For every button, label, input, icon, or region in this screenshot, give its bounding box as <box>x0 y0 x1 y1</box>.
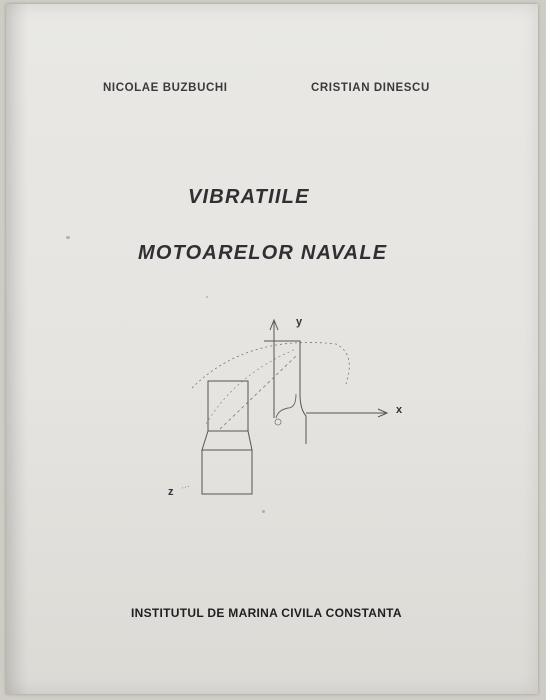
dashed-guide <box>220 356 296 429</box>
paper-speck <box>262 510 265 513</box>
engine-diagram <box>6 4 538 694</box>
title-line-2: MOTOARELOR NAVALE <box>138 242 388 264</box>
crankcase-box <box>202 450 252 494</box>
author-name-2: CRISTIAN DINESCU <box>311 82 430 94</box>
book-cover <box>6 4 538 694</box>
origin-marker <box>275 419 281 425</box>
author-name-1: NICOLAE BUZBUCHI <box>103 82 228 94</box>
cylinder-box <box>208 381 248 431</box>
axis-label-x: x <box>396 404 403 416</box>
cylinder-base <box>202 431 252 450</box>
paper-speck <box>206 296 208 298</box>
engine-body-outline <box>264 341 306 444</box>
z-axis-hint <box>182 486 190 488</box>
dotted-arc-lower <box>206 349 296 424</box>
paper-speck <box>66 236 70 239</box>
crank-curve <box>276 394 296 418</box>
title-line-1: VIBRATIILE <box>188 186 310 208</box>
axis-label-y: y <box>296 316 303 328</box>
axis-label-z: z <box>168 486 174 498</box>
publisher-name: INSTITUTUL DE MARINA CIVILA CONSTANTA <box>131 606 402 620</box>
